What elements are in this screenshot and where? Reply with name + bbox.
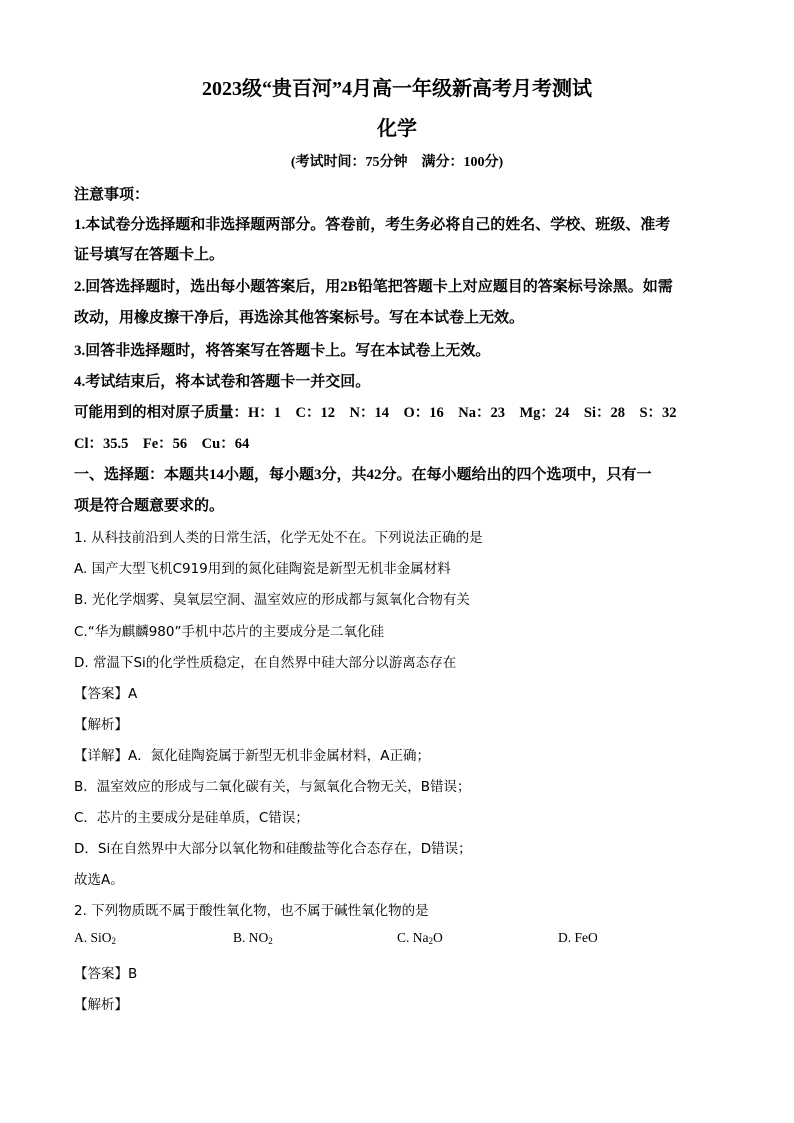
question-1-detail-b: B．温室效应的形成与二氧化碳有关，与氮氧化合物无关，B错误； bbox=[74, 779, 471, 795]
question-1-detail-a: 【详解】A．氮化硅陶瓷属于新型无机非金属材料，A正确； bbox=[74, 748, 430, 764]
question-2-stem: 2. 下列物质既不属于酸性氧化物，也不属于碱性氧化物的是 bbox=[74, 903, 429, 919]
question-1-conclusion: 故选A。 bbox=[74, 872, 124, 888]
question-1-option-d: D. 常温下Si的化学性质稳定，在自然界中硅大部分以游离态存在 bbox=[74, 655, 457, 671]
section-heading-line-1: 一、选择题：本题共14小题，每小题3分，共42分。在每小题给出的四个选项中，只有一 bbox=[74, 467, 652, 483]
question-1-detail-d: D．Si在自然界中大部分以氧化物和硅酸盐等化合态存在，D错误； bbox=[74, 841, 472, 857]
question-2-answer: 【答案】B bbox=[74, 966, 138, 982]
exam-info: (考试时间：75分钟 满分：100分) bbox=[290, 155, 504, 170]
question-1-option-c: C.“华为麒麟980”手机中芯片的主要成分是二氧化硅 bbox=[74, 624, 384, 640]
question-2-option-c: C. $Na_2O$ bbox=[397, 930, 443, 946]
note-item-2-line-2: 改动，用橡皮擦干净后，再选涂其他答案标号。写在本试卷上无效。 bbox=[74, 310, 525, 326]
atomic-masses-line-2: Cl：35.5 Fe：56 Cu：64 bbox=[74, 436, 250, 452]
question-1-analysis-label: 【解析】 bbox=[74, 717, 128, 733]
question-1-option-b: B. 光化学烟雾、臭氧层空洞、温室效应的形成都与氮氧化合物有关 bbox=[74, 592, 470, 608]
question-2-option-b: B. $NO_2$ bbox=[233, 930, 273, 946]
question-2-analysis-label: 【解析】 bbox=[74, 997, 128, 1013]
note-item-1-line-2: 证号填写在答题卡上。 bbox=[74, 247, 225, 263]
note-item-2-line-1: 2.回答选择题时，选出每小题答案后，用2B铅笔把答题卡上对应题目的答案标号涂黑。如需 bbox=[74, 279, 673, 295]
notes-heading: 注意事项： bbox=[74, 187, 150, 203]
question-1-detail-c: C．芯片的主要成分是硅单质，C错误； bbox=[74, 810, 309, 826]
subject-title: 化学 bbox=[377, 118, 417, 140]
question-2-option-d: D. FeO bbox=[558, 930, 598, 945]
question-1-option-a: A. 国产大型飞机C919用到的氮化硅陶瓷是新型无机非金属材料 bbox=[74, 561, 451, 577]
question-1-answer: 【答案】A bbox=[74, 686, 138, 702]
section-heading-line-2: 项是符合题意要求的。 bbox=[74, 498, 225, 514]
question-1-stem: 1. 从科技前沿到人类的日常生活，化学无处不在。下列说法正确的是 bbox=[74, 530, 483, 546]
exam-title: 2023级“贵百河”4月高一年级新高考月考测试 bbox=[202, 78, 592, 100]
note-item-1-line-1: 1.本试卷分选择题和非选择题两部分。答卷前，考生务必将自己的姓名、学校、班级、准考 bbox=[74, 217, 671, 233]
question-2-option-a: A. SiO$_2$ bbox=[74, 930, 117, 946]
note-item-3: 3.回答非选择题时，将答案写在答题卡上。写在本试卷上无效。 bbox=[74, 343, 491, 359]
atomic-masses-line-1: 可能用到的相对原子质量：H：1 C：12 N：14 O：16 Na：23 Mg：24 Si：28 S：32 bbox=[74, 405, 677, 421]
note-item-4: 4.考试结束后，将本试卷和答题卡一并交回。 bbox=[74, 374, 371, 390]
